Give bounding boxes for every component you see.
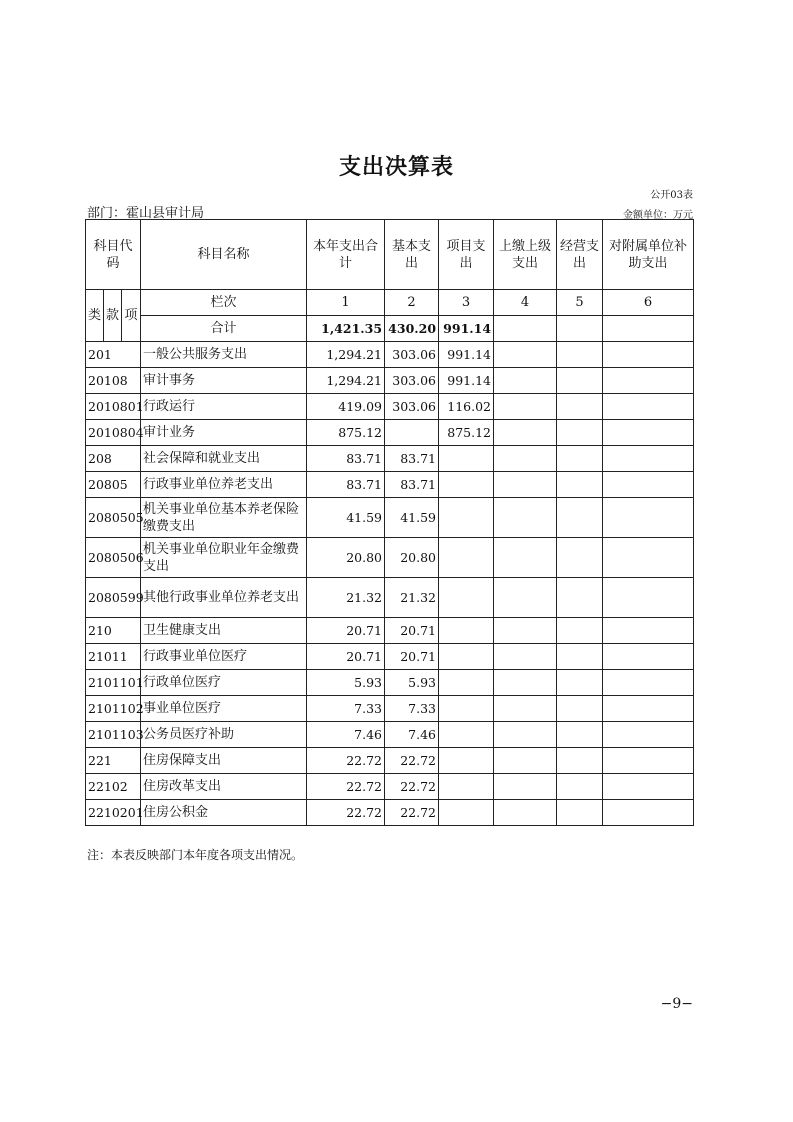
row-c4 [494, 472, 557, 498]
row-c3: 991.14 [439, 342, 494, 368]
row-name: 住房改革支出 [141, 774, 307, 800]
row-c4 [494, 774, 557, 800]
row-c4 [494, 696, 557, 722]
lanci-label: 栏次 [141, 290, 307, 316]
table-row [86, 578, 694, 618]
row-code: 2101101 [86, 670, 141, 696]
row-c3 [439, 670, 494, 696]
header-col5: 经营支出 [557, 220, 603, 290]
row-c4 [494, 498, 557, 538]
row-c6 [603, 670, 694, 696]
table-row [86, 368, 694, 394]
row-c5 [557, 800, 603, 826]
table-row [86, 342, 694, 368]
row-code: 20108 [86, 368, 141, 394]
row-c6 [603, 774, 694, 800]
row-c1: 875.12 [307, 420, 385, 446]
row-c1: 22.72 [307, 774, 385, 800]
page-title: 支出决算表 [338, 155, 454, 180]
header-lei: 类 [86, 290, 104, 342]
row-c2: 303.06 [385, 342, 439, 368]
row-c3 [439, 578, 494, 618]
row-code: 20805 [86, 472, 141, 498]
row-c4 [494, 748, 557, 774]
row-c5 [557, 670, 603, 696]
header-col3: 项目支出 [439, 220, 494, 290]
row-code: 2080505 [86, 498, 141, 538]
table-row [86, 394, 694, 420]
row-c1: 1,294.21 [307, 342, 385, 368]
row-c5 [557, 774, 603, 800]
row-c4 [494, 538, 557, 578]
row-code: 201 [86, 342, 141, 368]
row-code: 2010801 [86, 394, 141, 420]
total-c5 [557, 316, 603, 342]
row-c3 [439, 498, 494, 538]
row-code: 208 [86, 446, 141, 472]
row-name: 公务员医疗补助 [141, 722, 307, 748]
row-code: 221 [86, 748, 141, 774]
lanci-c2: 2 [385, 290, 439, 316]
row-c2: 20.71 [385, 644, 439, 670]
row-c5 [557, 342, 603, 368]
row-c6 [603, 748, 694, 774]
row-c1: 83.71 [307, 472, 385, 498]
row-c2 [385, 420, 439, 446]
row-code: 2210201 [86, 800, 141, 826]
row-name: 其他行政事业单位养老支出 [141, 578, 307, 618]
lanci-c3: 3 [439, 290, 494, 316]
lanci-c5: 5 [557, 290, 603, 316]
row-c2: 83.71 [385, 446, 439, 472]
row-c6 [603, 420, 694, 446]
row-c2: 303.06 [385, 368, 439, 394]
row-c3 [439, 722, 494, 748]
table-number: 公开03表 [650, 190, 693, 201]
row-c3: 116.02 [439, 394, 494, 420]
table-row [86, 420, 694, 446]
row-c6 [603, 696, 694, 722]
row-c3 [439, 644, 494, 670]
row-c3: 991.14 [439, 368, 494, 394]
expenditure-table [85, 219, 694, 826]
row-c2: 20.71 [385, 618, 439, 644]
row-c4 [494, 722, 557, 748]
row-c1: 20.80 [307, 538, 385, 578]
row-c6 [603, 578, 694, 618]
row-c3 [439, 696, 494, 722]
header-col4: 上缴上级支出 [494, 220, 557, 290]
row-c2: 83.71 [385, 472, 439, 498]
row-name: 机关事业单位职业年金缴费支出 [141, 538, 307, 578]
row-name: 行政事业单位医疗 [141, 644, 307, 670]
table-row [86, 748, 694, 774]
row-c5 [557, 538, 603, 578]
table-row [86, 800, 694, 826]
row-c4 [494, 670, 557, 696]
table-row [86, 722, 694, 748]
total-c3: 991.14 [439, 316, 494, 342]
row-c5 [557, 368, 603, 394]
total-c6 [603, 316, 694, 342]
row-c3 [439, 538, 494, 578]
table-row [86, 472, 694, 498]
row-name: 审计事务 [141, 368, 307, 394]
row-c1: 1,294.21 [307, 368, 385, 394]
row-c2: 22.72 [385, 800, 439, 826]
lanci-c1: 1 [307, 290, 385, 316]
row-code: 21011 [86, 644, 141, 670]
row-c1: 7.33 [307, 696, 385, 722]
row-c1: 41.59 [307, 498, 385, 538]
row-c5 [557, 696, 603, 722]
row-name: 卫生健康支出 [141, 618, 307, 644]
row-c4 [494, 342, 557, 368]
row-c2: 7.46 [385, 722, 439, 748]
row-c4 [494, 644, 557, 670]
row-code: 22102 [86, 774, 141, 800]
table-row [86, 670, 694, 696]
table-row [86, 538, 694, 578]
row-c5 [557, 644, 603, 670]
row-c5 [557, 722, 603, 748]
table-row [86, 774, 694, 800]
row-name: 行政单位医疗 [141, 670, 307, 696]
row-code: 2010804 [86, 420, 141, 446]
total-c2: 430.20 [385, 316, 439, 342]
row-c2: 21.32 [385, 578, 439, 618]
header-row [86, 220, 694, 290]
header-col2: 基本支出 [385, 220, 439, 290]
row-name: 审计业务 [141, 420, 307, 446]
row-c6 [603, 644, 694, 670]
row-c1: 419.09 [307, 394, 385, 420]
lanci-c4: 4 [494, 290, 557, 316]
row-c4 [494, 394, 557, 420]
department-label: 部门：霍山县审计局 [87, 206, 205, 221]
row-c4 [494, 578, 557, 618]
row-c1: 22.72 [307, 748, 385, 774]
lanci-c6: 6 [603, 290, 694, 316]
row-c3 [439, 800, 494, 826]
row-c3 [439, 618, 494, 644]
row-c4 [494, 618, 557, 644]
row-c5 [557, 472, 603, 498]
total-label: 合计 [141, 316, 307, 342]
header-col1: 本年支出合计 [307, 220, 385, 290]
row-c1: 20.71 [307, 644, 385, 670]
row-c1: 83.71 [307, 446, 385, 472]
header-name: 科目名称 [141, 220, 307, 290]
table-row [86, 498, 694, 538]
row-c5 [557, 498, 603, 538]
row-c2: 303.06 [385, 394, 439, 420]
row-c5 [557, 420, 603, 446]
row-c2: 41.59 [385, 498, 439, 538]
row-c4 [494, 800, 557, 826]
row-name: 行政事业单位养老支出 [141, 472, 307, 498]
row-c1: 7.46 [307, 722, 385, 748]
header-kuan: 款 [104, 290, 122, 342]
total-c4 [494, 316, 557, 342]
row-c6 [603, 800, 694, 826]
row-c5 [557, 446, 603, 472]
row-c5 [557, 394, 603, 420]
row-name: 行政运行 [141, 394, 307, 420]
row-c1: 20.71 [307, 618, 385, 644]
row-c4 [494, 446, 557, 472]
row-code: 2101102 [86, 696, 141, 722]
row-c2: 5.93 [385, 670, 439, 696]
row-c6 [603, 368, 694, 394]
header-code: 科目代码 [86, 220, 141, 290]
table-row [86, 446, 694, 472]
row-c5 [557, 578, 603, 618]
row-c6 [603, 722, 694, 748]
footnote: 注：本表反映部门本年度各项支出情况。 [87, 848, 304, 862]
row-c6 [603, 472, 694, 498]
row-c6 [603, 498, 694, 538]
row-name: 住房公积金 [141, 800, 307, 826]
row-c3 [439, 472, 494, 498]
row-c3 [439, 774, 494, 800]
row-c3 [439, 748, 494, 774]
row-code: 2080506 [86, 538, 141, 578]
row-code: 2101103 [86, 722, 141, 748]
row-c1: 21.32 [307, 578, 385, 618]
row-c1: 5.93 [307, 670, 385, 696]
row-c2: 7.33 [385, 696, 439, 722]
table-row [86, 644, 694, 670]
row-c2: 22.72 [385, 774, 439, 800]
page-number: −9− [660, 996, 693, 1012]
row-name: 社会保障和就业支出 [141, 446, 307, 472]
header-xiang: 项 [122, 290, 141, 342]
row-name: 住房保障支出 [141, 748, 307, 774]
row-c4 [494, 420, 557, 446]
row-name: 机关事业单位基本养老保险缴费支出 [141, 498, 307, 538]
table-row [86, 696, 694, 722]
row-name: 一般公共服务支出 [141, 342, 307, 368]
row-c6 [603, 538, 694, 578]
row-code: 2080599 [86, 578, 141, 618]
row-c2: 22.72 [385, 748, 439, 774]
row-c2: 20.80 [385, 538, 439, 578]
row-c6 [603, 394, 694, 420]
row-name: 事业单位医疗 [141, 696, 307, 722]
row-c6 [603, 342, 694, 368]
header-col6: 对附属单位补助支出 [603, 220, 694, 290]
lanci-row [86, 290, 694, 316]
row-c5 [557, 748, 603, 774]
row-c5 [557, 618, 603, 644]
row-c1: 22.72 [307, 800, 385, 826]
total-row [86, 316, 694, 342]
row-c6 [603, 446, 694, 472]
total-c1: 1,421.35 [307, 316, 385, 342]
row-code: 210 [86, 618, 141, 644]
table-row [86, 618, 694, 644]
row-c4 [494, 368, 557, 394]
row-c3: 875.12 [439, 420, 494, 446]
row-c3 [439, 446, 494, 472]
row-c6 [603, 618, 694, 644]
unit-label: 金额单位：万元 [623, 210, 693, 221]
